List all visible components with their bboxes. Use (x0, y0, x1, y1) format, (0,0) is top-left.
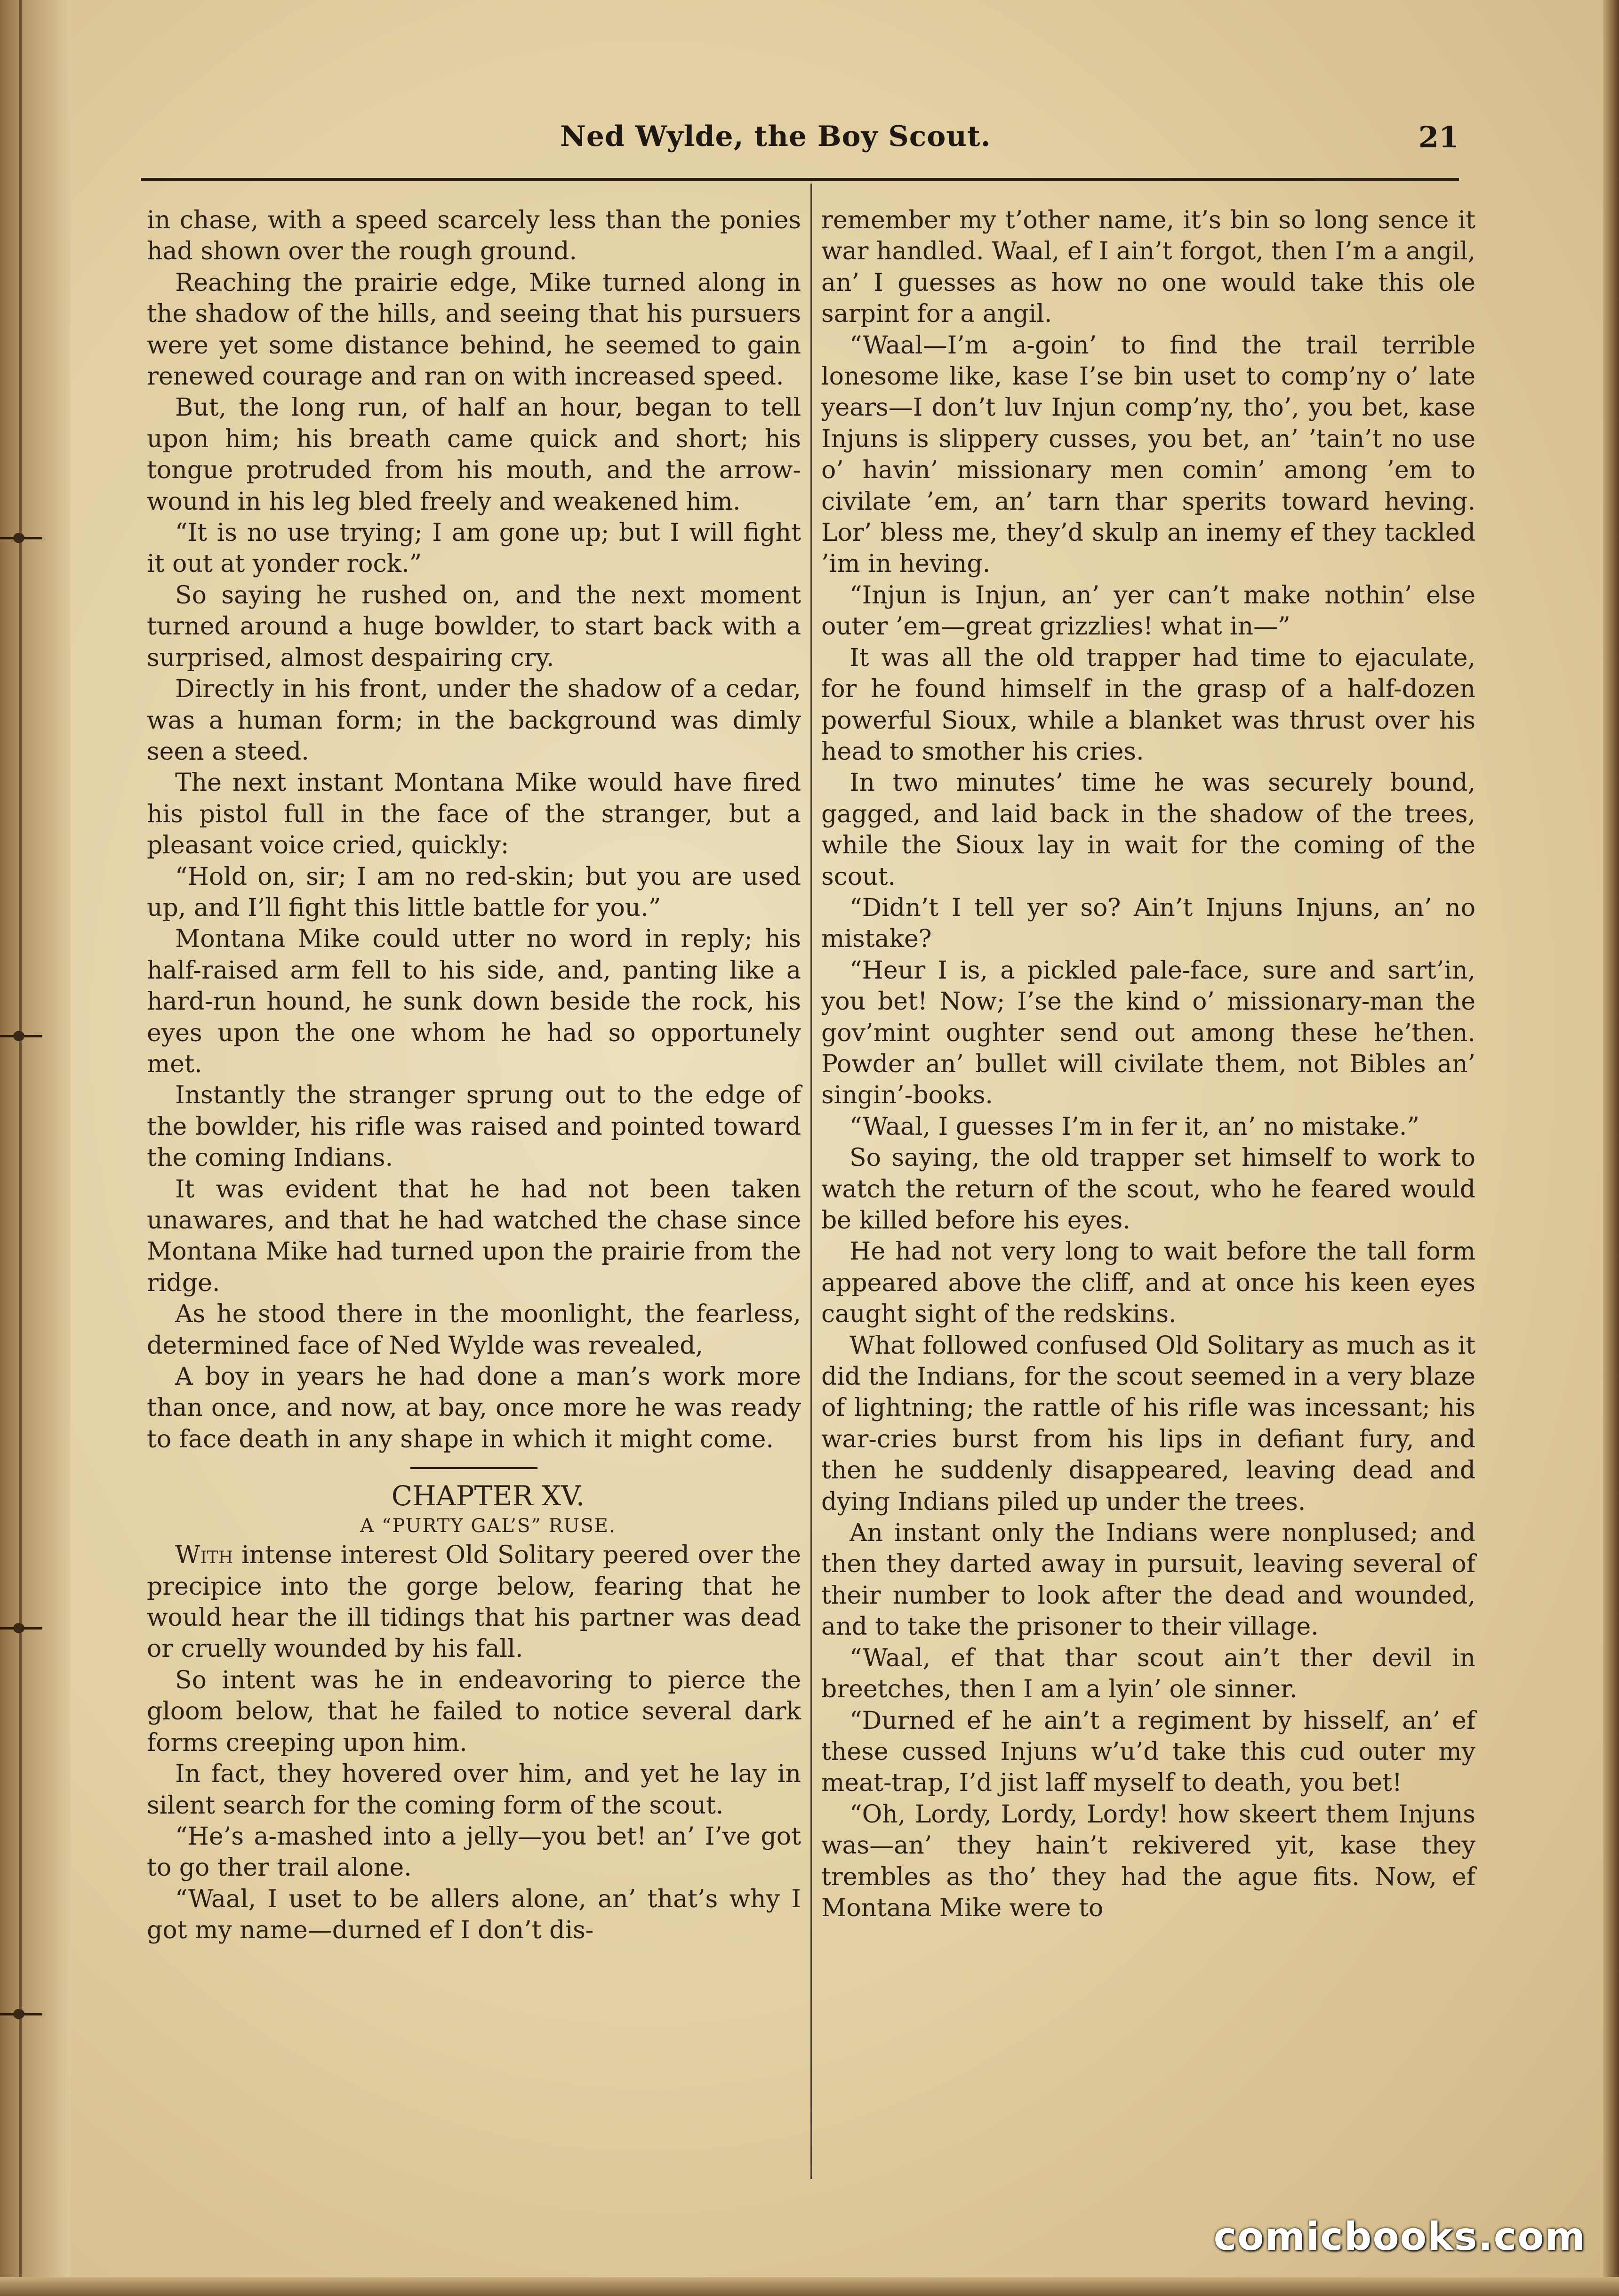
paragraph: in chase, with a speed scarcely less than the ponies had shown over the rough ground. (147, 206, 801, 266)
paragraph: Instantly the stranger sprung out to the edge of the bowlder, his rifle was raised and pointed toward the coming Indians. (147, 1081, 801, 1172)
paragraph: “Hold on, sir; I am no red-skin; but you are used up, and I’ll fight this little battle for you.” (147, 862, 801, 922)
paragraph: “Waal—I’m a-goin’ to find the trail terrible lonesome like, kase I’se bin uset to comp’ny o’ late years—I don’t luv Injun comp’ny, tho’, you bet, kase Injuns is slippery cusses, you bet, an’ ’tain’t no use o’ havin’ missionary men comin’ among ’em to civilate ’em, an’ tarn thar sperits toward heving. Lor’ bless me, they’d skulp an inemy ef they tackled ’im in heving. (821, 331, 1475, 578)
column-divider (810, 184, 812, 2179)
paragraph: “He’s a-mashed into a jelly—you bet! an’ I’ve got to go ther trail alone. (147, 1822, 801, 1882)
paragraph: remember my t’other name, it’s bin so long sence it war handled. Waal, ef I ain’t forgot, then I’m a angil, an’ I guesses as how no one would take this ole sarpint for a angil. (821, 206, 1475, 329)
binding-stitch-icon (0, 1623, 42, 1633)
paragraph: A boy in years he had done a man’s work more than once, and now, at bay, once more he was ready to face death in any shape in which it might come. (147, 1363, 801, 1453)
paragraph: Montana Mike could utter no word in reply; his half-raised arm fell to his side, and, panting like a hard-run hound, he sunk down beside the rock, his eyes upon the one whom he had so opportunely met. (147, 925, 801, 1078)
paragraph: “It is no use trying; I am gone up; but I will fight it out at yonder rock.” (147, 519, 801, 578)
paragraph: In fact, they hovered over him, and yet he lay in silent search for the coming form of the scout. (147, 1760, 801, 1820)
right-column (821, 205, 1475, 1924)
chapter-rule (410, 1467, 537, 1469)
page-edge (1603, 0, 1619, 2296)
paragraph: So saying, the old trapper set himself to work to watch the return of the scout, who he feared would be killed before his eyes. (821, 1144, 1475, 1235)
running-header (141, 120, 1459, 167)
paragraph: But, the long run, of half an hour, began to tell upon him; his breath came quick and short; his tongue protruded from his mouth, and the arrow-wound in his leg bled freely and weakened him. (147, 393, 801, 516)
page-edge-bottom (0, 2277, 1619, 2296)
left-column (147, 205, 801, 1946)
paragraph: In two minutes’ time he was securely bound, gagged, and laid back in the shadow of the trees, while the Sioux lay in wait for the coming of the scout. (821, 769, 1475, 891)
paragraph: So intent was he in endeavoring to pierce the gloom below, that he failed to notice several dark forms creeping upon him. (147, 1666, 801, 1757)
site-watermark: comicbooks.com (1213, 2215, 1586, 2259)
paragraph: “Didn’t I tell yer so? Ain’t Injuns Injuns, an’ no mistake? (821, 893, 1475, 954)
header-rule (141, 178, 1459, 181)
chapter-subtitle: A “PURTY GAL’S” RUSE. (360, 1515, 616, 1537)
paragraph: Reaching the prairie edge, Mike turned along in the shadow of the hills, and seeing that his pursuers were yet some distance behind, he seemed to gain renewed courage and ran on with increased speed. (147, 268, 801, 391)
paragraph: So saying he rushed on, and the next moment turned around a huge bowlder, to start back with a surprised, almost despairing cry. (147, 581, 801, 672)
paragraph: It was all the old trapper had time to ejaculate, for he found himself in the grasp of a half-dozen powerful Sioux, while a blanket was thrust over his head to smother his cries. (821, 643, 1475, 766)
paragraph: “Oh, Lordy, Lordy, Lordy! how skeert them Injuns was—an’ they hain’t rekivered yit, kase they trembles as tho’ they had the ague fits. Now, ef Montana Mike were to (821, 1800, 1475, 1922)
lead-word: With (175, 1541, 233, 1570)
chapter-heading: CHAPTER XV. (391, 1480, 585, 1512)
lead-text: intense interest Old Solitary peered over the precipice into the gorge below, fearing that he would hear the ill tidings that his partner was dead or cruelly wounded by his fall. (147, 1541, 801, 1663)
paragraph: “Waal, I uset to be allers alone, an’ that’s why I got my name—durned ef I don’t dis- (147, 1885, 801, 1945)
paragraph: “Waal, I guesses I’m in fer it, an’ no mistake.” (850, 1112, 1419, 1141)
paragraph: “Injun is Injun, an’ yer can’t make nothin’ else outer ’em—great grizzlies! what in—” (821, 581, 1475, 641)
paragraph: He had not very long to wait before the tall form appeared above the cliff, and at once his keen eyes caught sight of the redskins. (821, 1237, 1475, 1329)
paragraph: “Durned ef he ain’t a regiment by hisself, an’ ef these cussed Injuns w’u’d take this cud outer my meat-trap, I’d jist laff myself to death, you bet! (821, 1706, 1475, 1798)
binding-stitch-icon (0, 1031, 42, 1041)
paragraph: “Waal, ef that thar scout ain’t ther devil in breetches, then I am a lyin’ ole sinner. (821, 1644, 1475, 1704)
binding-stitch-icon (0, 533, 42, 543)
chapter-opening-paragraph (147, 1540, 801, 1665)
running-title: Ned Wylde, the Boy Scout. (560, 120, 991, 153)
paragraph: An instant only the Indians were nonplused; and then they darted away in pursuit, leaving several of their number to look after the dead and wounded, and to take the prisoner to their village. (821, 1519, 1475, 1641)
paragraph: What followed confused Old Solitary as much as it did the Indians, for the scout seemed in a very blaze of lightning; the rattle of his rifle was incessant; his war-cries burst from his lips in defiant fury, and then he suddenly disappeared, leaving dead and dying Indians piled up under the trees. (821, 1331, 1475, 1516)
paragraph: The next instant Montana Mike would have fired his pistol full in the face of the stranger, but a pleasant voice cried, quickly: (147, 769, 801, 860)
paragraph: “Heur I is, a pickled pale-face, sure and sart’in, you bet! Now; I’se the kind o’ missionary-man the gov’mint oughter send out among these he’then. Powder an’ bullet will civilate them, not Bibles an’ singin’-books. (821, 956, 1475, 1110)
book-spine (0, 0, 71, 2296)
page-number: 21 (1418, 120, 1459, 154)
paragraph: It was evident that he had not been taken unawares, and that he had watched the chase since Montana Mike had turned upon the prairie from the ridge. (147, 1175, 801, 1297)
binding-stitch-icon (0, 2009, 42, 2019)
spine-fold (19, 0, 22, 2296)
paragraph: As he stood there in the moonlight, the fearless, determined face of Ned Wylde was revealed, (147, 1300, 801, 1360)
paragraph: Directly in his front, under the shadow of a cedar, was a human form; in the background was dimly seen a steed. (147, 675, 801, 766)
